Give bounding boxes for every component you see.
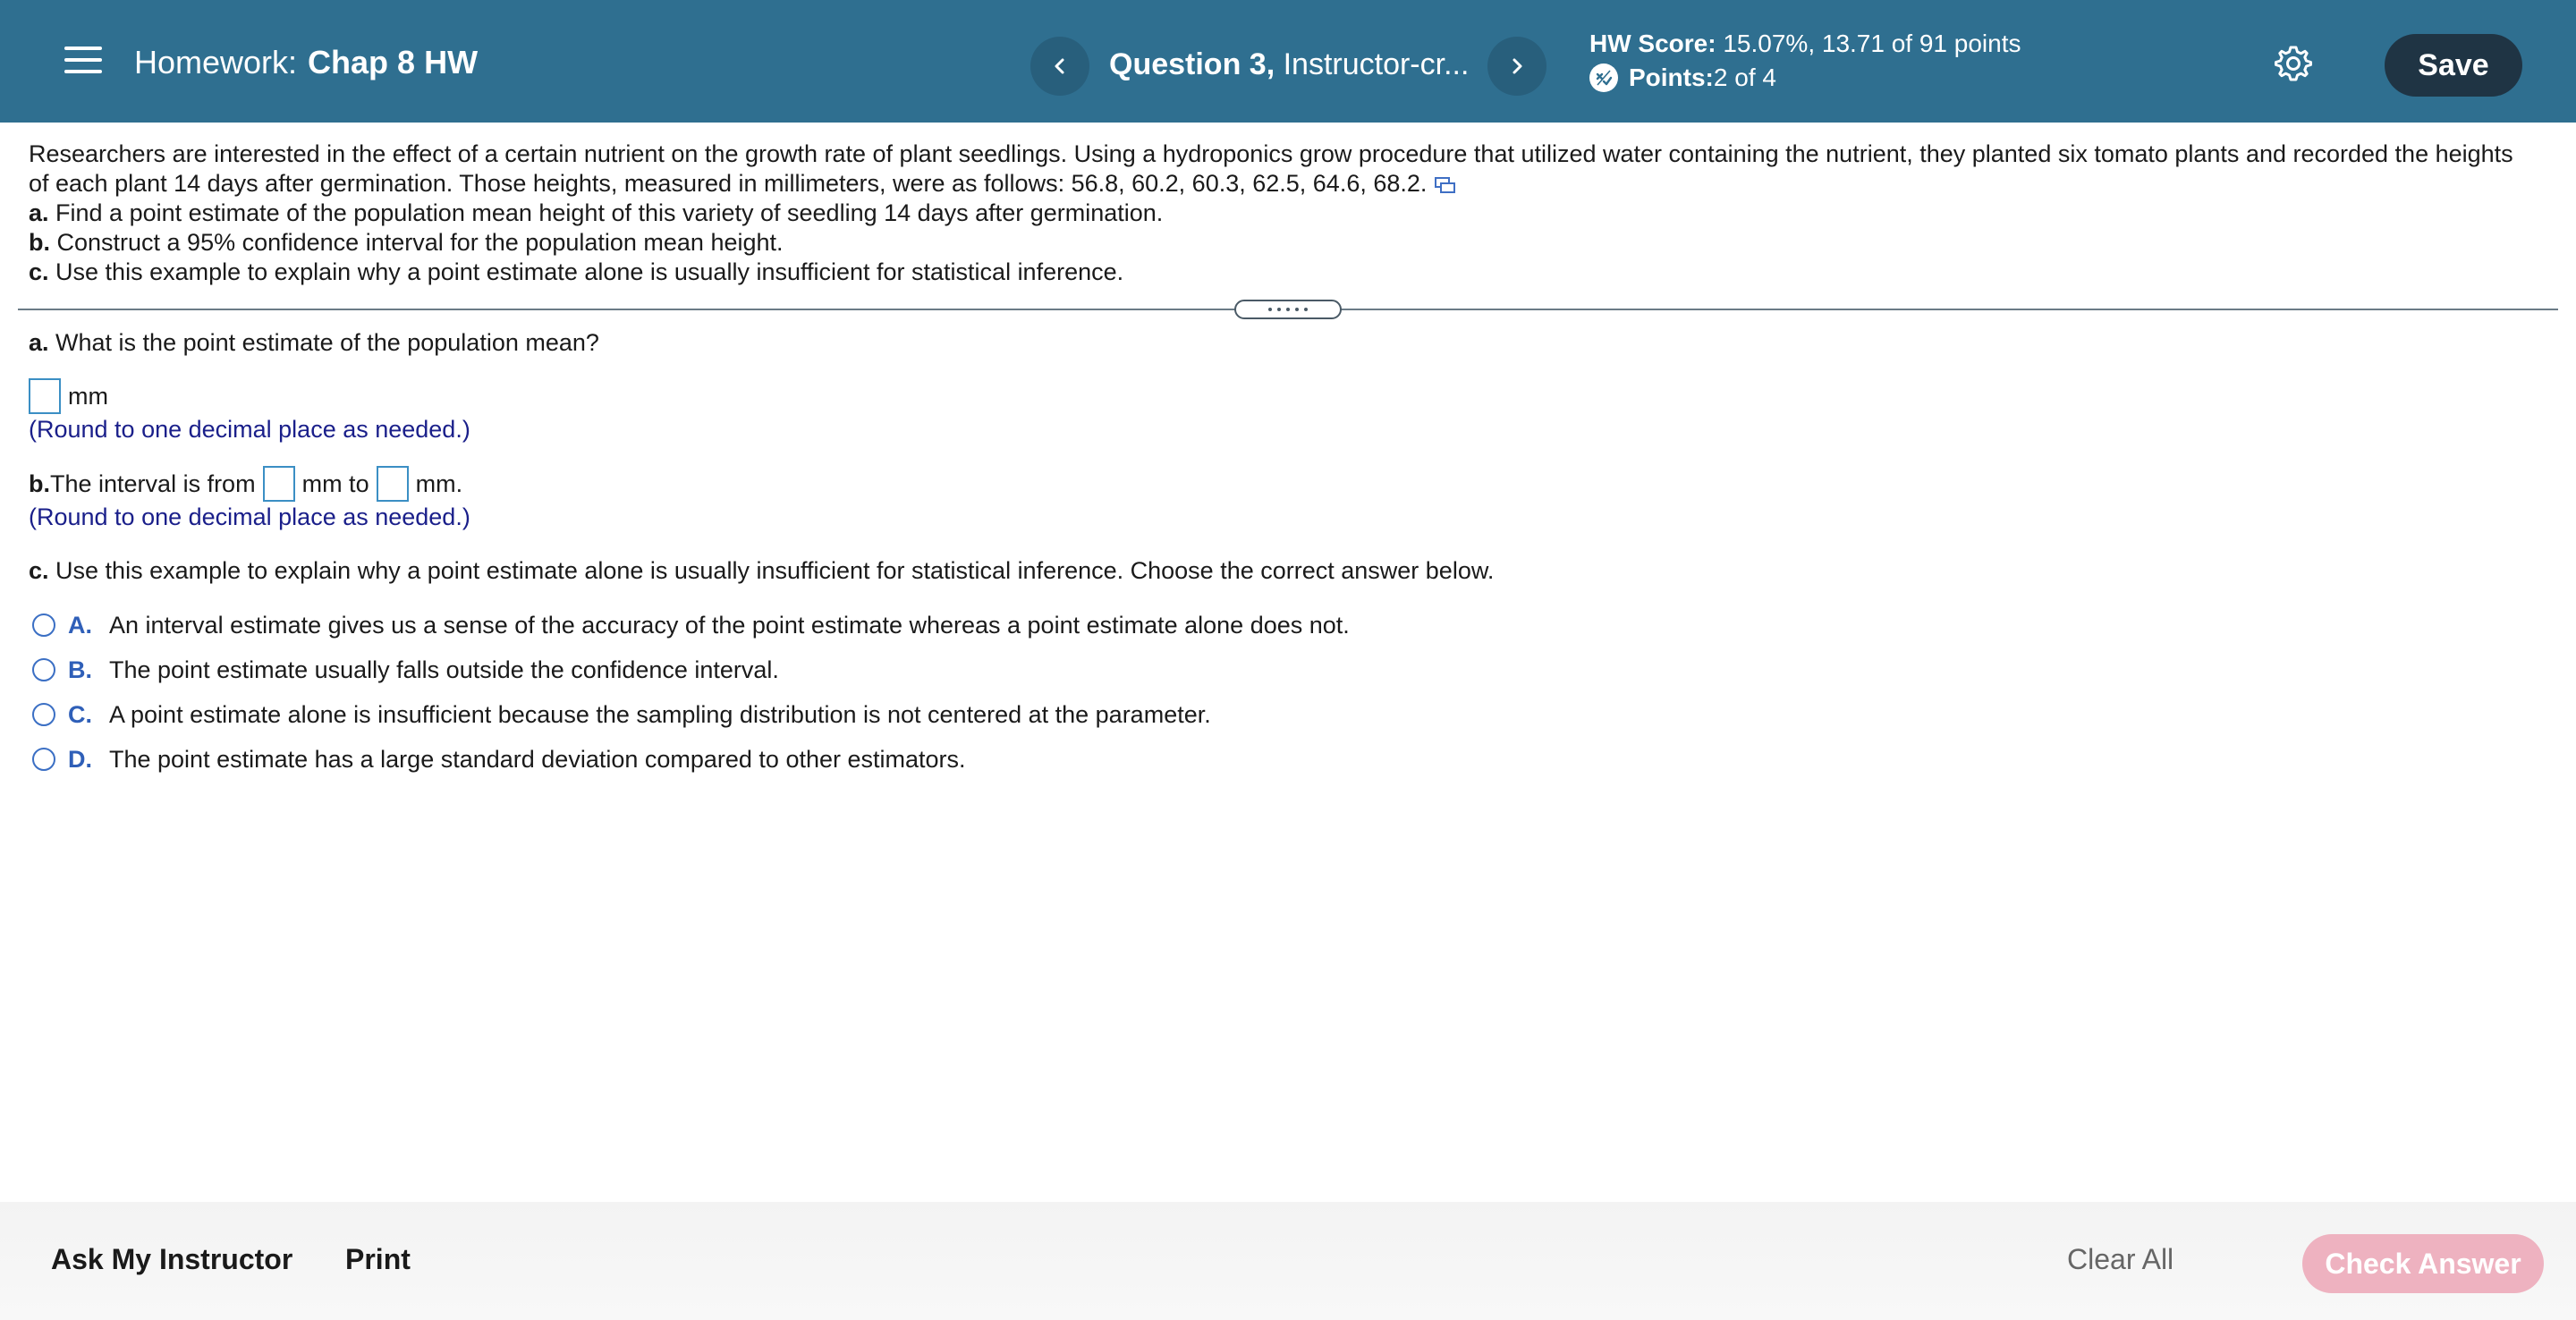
choice-c[interactable]: C. A point estimate alone is insufficient because the sampling distribution is not centered at the parameter. — [32, 699, 1211, 730]
problem-part-b: b. Construct a 95% confidence interval for the population mean height. — [29, 229, 784, 256]
pane-resize-handle[interactable] — [1234, 300, 1342, 319]
print-link[interactable]: Print — [345, 1243, 411, 1275]
clear-all-button[interactable]: Clear All — [2067, 1243, 2174, 1275]
problem-intro: Researchers are interested in the effect of a certain nutrient on the growth rate of plant seedlings. Using a hydroponics grow procedure that utilized water containing the nutrient, they planted six tomato plants and recorded the heights of each plant 14 days after germination. Those heights, measured in millimeters, were as follows: 56.8, 60.2, 60.3, 62.5, 64.6, 68.2. — [29, 140, 2513, 197]
score-block — [1589, 27, 2021, 95]
question-number: Question 3, — [1109, 47, 1275, 81]
footer-bar — [0, 1202, 2576, 1320]
part-a-round-hint: (Round to one decimal place as needed.) — [29, 416, 470, 443]
chevron-left-icon — [1050, 56, 1070, 76]
save-button[interactable]: Save — [2385, 34, 2522, 97]
part-b-unit-1: mm to — [301, 470, 369, 497]
choice-d[interactable]: D. The point estimate has a large standard deviation compared to other estimators. — [32, 744, 966, 774]
problem-part-c: c. Use this example to explain why a point estimate alone is usually insufficient for statistical inference. — [29, 258, 1124, 285]
choice-b[interactable]: B. The point estimate usually falls outside the confidence interval. — [32, 655, 779, 685]
choice-a-radio[interactable] — [32, 613, 55, 637]
interval-lower-input[interactable] — [263, 466, 295, 502]
problem-statement — [29, 140, 2533, 287]
choice-d-radio[interactable] — [32, 748, 55, 771]
copy-data-icon[interactable] — [1434, 175, 1457, 195]
choice-a[interactable]: A. An interval estimate gives us a sense of the accuracy of the point estimate whereas a point estimate alone does not. — [32, 610, 1350, 640]
question-type: Instructor-cr... — [1275, 47, 1470, 81]
chevron-right-icon — [1507, 56, 1527, 76]
top-bar — [0, 0, 2576, 123]
ask-my-instructor-link[interactable]: Ask My Instructor — [51, 1243, 293, 1275]
check-answer-button[interactable]: Check Answer — [2302, 1234, 2544, 1293]
settings-gear-icon[interactable] — [2274, 44, 2313, 83]
previous-question-button[interactable] — [1030, 37, 1089, 96]
points-row — [1589, 61, 2021, 95]
point-estimate-input[interactable] — [29, 378, 61, 414]
part-a-question: a. What is the point estimate of the population mean? — [29, 329, 599, 356]
homework-name: Chap 8 HW — [308, 44, 479, 80]
choice-b-radio[interactable] — [32, 658, 55, 681]
choice-c-radio[interactable] — [32, 703, 55, 726]
points-label: Points: — [1629, 63, 1714, 91]
part-b-unit-2: mm. — [415, 470, 463, 497]
hw-score — [1589, 27, 2021, 61]
partial-credit-icon — [1589, 63, 1618, 92]
homework-prefix: Homework: — [134, 44, 298, 80]
problem-part-a: a. Find a point estimate of the population mean height of this variety of seedling 14 days after germination. — [29, 199, 1164, 226]
menu-icon[interactable] — [64, 47, 102, 77]
part-a-unit: mm — [68, 383, 108, 410]
homework-title — [134, 43, 478, 82]
problem-intro-line — [29, 140, 2533, 199]
part-b-answer-row: b. The interval is from mm to mm. — [29, 466, 470, 502]
hw-score-value: 15.07%, 13.71 of 91 points — [1716, 30, 2021, 57]
part-b-round-hint: (Round to one decimal place as needed.) — [29, 503, 470, 530]
hw-score-label: HW Score: — [1589, 30, 1716, 57]
part-a-answer-row — [29, 378, 115, 414]
interval-upper-input[interactable] — [377, 466, 409, 502]
points-value: 2 of 4 — [1713, 63, 1776, 91]
part-c-question: c. Use this example to explain why a point estimate alone is usually insufficient for statistical inference. Choose the correct answer below. — [29, 557, 1495, 584]
question-label — [1109, 45, 1469, 84]
next-question-button[interactable] — [1487, 37, 1546, 96]
